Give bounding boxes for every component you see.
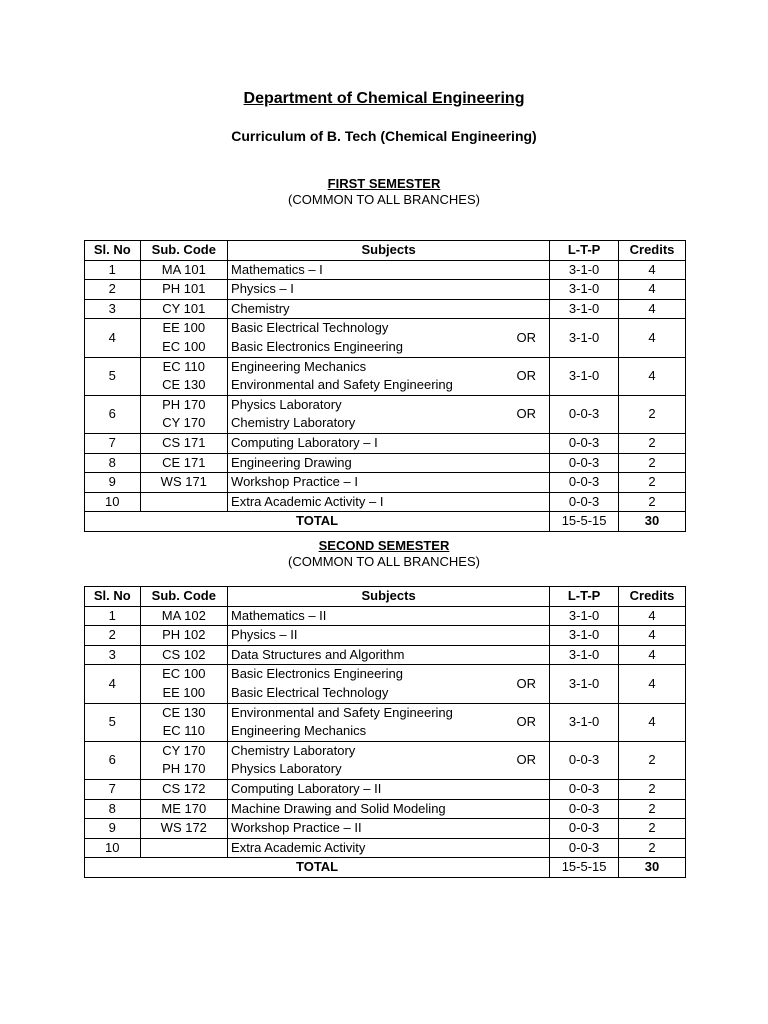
cell-sub-code bbox=[140, 319, 227, 357]
cell-ltp: 0-0-3 bbox=[550, 395, 619, 433]
cell-ltp: 0-0-3 bbox=[550, 453, 619, 473]
table-row bbox=[85, 473, 686, 493]
cell-subject: Workshop Practice – I bbox=[228, 473, 504, 493]
cell-sub-code bbox=[140, 838, 227, 858]
subject-option-2: Physics Laboratory bbox=[231, 761, 342, 777]
cell-credits: 4 bbox=[619, 260, 686, 280]
cell-ltp: 0-0-3 bbox=[550, 819, 619, 839]
subject-option-2: Basic Electronics Engineering bbox=[231, 338, 404, 354]
total-row bbox=[85, 858, 686, 878]
cell-subject bbox=[228, 665, 504, 703]
cell-or: OR bbox=[503, 319, 549, 357]
second-semester-table bbox=[84, 586, 686, 878]
cell-sl-no: 9 bbox=[85, 473, 141, 493]
cell-credits: 2 bbox=[619, 473, 686, 493]
sub-code-option-1: EC 110 bbox=[162, 358, 205, 374]
cell-credits: 4 bbox=[619, 626, 686, 646]
cell-or bbox=[503, 453, 549, 473]
sub-code-option-2: CE 130 bbox=[162, 377, 206, 393]
second-semester-heading bbox=[0, 538, 768, 570]
total-credits: 30 bbox=[619, 858, 686, 878]
subject-option-2: Chemistry Laboratory bbox=[231, 415, 356, 431]
cell-credits: 2 bbox=[619, 741, 686, 779]
subject-option-1: Physics Laboratory bbox=[231, 396, 342, 412]
cell-credits: 2 bbox=[619, 779, 686, 799]
table-row bbox=[85, 645, 686, 665]
total-row bbox=[85, 512, 686, 532]
subject-option-2: Engineering Mechanics bbox=[231, 723, 367, 739]
cell-ltp: 0-0-3 bbox=[550, 473, 619, 493]
cell-sub-code: CE 171 bbox=[140, 453, 227, 473]
cell-sl-no: 10 bbox=[85, 492, 141, 512]
cell-subject: Mathematics – II bbox=[228, 606, 504, 626]
cell-ltp: 0-0-3 bbox=[550, 433, 619, 453]
sub-code-option-1: PH 170 bbox=[162, 396, 206, 412]
cell-subject: Computing Laboratory – II bbox=[228, 779, 504, 799]
cell-sub-code: PH 102 bbox=[140, 626, 227, 646]
cell-credits: 4 bbox=[619, 606, 686, 626]
total-label: TOTAL bbox=[85, 512, 550, 532]
table-row bbox=[85, 357, 686, 395]
cell-credits: 4 bbox=[619, 319, 686, 357]
cell-credits: 2 bbox=[619, 799, 686, 819]
table-row bbox=[85, 395, 686, 433]
col-header-sl: Sl. No bbox=[85, 241, 141, 261]
cell-sub-code: CY 101 bbox=[140, 299, 227, 319]
cell-sl-no: 6 bbox=[85, 741, 141, 779]
cell-ltp: 3-1-0 bbox=[550, 606, 619, 626]
cell-sub-code: MA 102 bbox=[140, 606, 227, 626]
table-row bbox=[85, 799, 686, 819]
cell-sub-code bbox=[140, 492, 227, 512]
sub-code-option-1: CY 170 bbox=[162, 742, 206, 758]
cell-credits: 4 bbox=[619, 665, 686, 703]
cell-or: OR bbox=[503, 395, 549, 433]
cell-sl-no: 1 bbox=[85, 606, 141, 626]
table-row bbox=[85, 741, 686, 779]
cell-sub-code: WS 171 bbox=[140, 473, 227, 493]
cell-sl-no: 5 bbox=[85, 357, 141, 395]
cell-or bbox=[503, 280, 549, 300]
cell-or: OR bbox=[503, 741, 549, 779]
cell-ltp: 3-1-0 bbox=[550, 260, 619, 280]
sub-code-option-1: EC 100 bbox=[162, 666, 206, 682]
cell-credits: 4 bbox=[619, 703, 686, 741]
cell-ltp: 0-0-3 bbox=[550, 779, 619, 799]
table-row bbox=[85, 626, 686, 646]
cell-subject bbox=[228, 703, 504, 741]
cell-ltp: 0-0-3 bbox=[550, 799, 619, 819]
total-label: TOTAL bbox=[85, 858, 550, 878]
cell-sl-no: 5 bbox=[85, 703, 141, 741]
second-semester-title: SECOND SEMESTER bbox=[318, 538, 450, 553]
cell-sl-no: 8 bbox=[85, 453, 141, 473]
cell-sl-no: 3 bbox=[85, 645, 141, 665]
total-credits: 30 bbox=[619, 512, 686, 532]
table-header-row bbox=[85, 241, 686, 261]
col-header-credits: Credits bbox=[619, 587, 686, 607]
cell-sub-code bbox=[140, 741, 227, 779]
table-row bbox=[85, 260, 686, 280]
subject-option-1: Environmental and Safety Engineering bbox=[231, 704, 453, 720]
cell-ltp: 0-0-3 bbox=[550, 492, 619, 512]
cell-subject: Data Structures and Algorithm bbox=[228, 645, 504, 665]
cell-sl-no: 4 bbox=[85, 319, 141, 357]
cell-ltp: 3-1-0 bbox=[550, 357, 619, 395]
cell-sl-no: 9 bbox=[85, 819, 141, 839]
cell-sub-code: ME 170 bbox=[140, 799, 227, 819]
table-row bbox=[85, 665, 686, 703]
cell-credits: 4 bbox=[619, 280, 686, 300]
cell-or bbox=[503, 819, 549, 839]
cell-subject: Extra Academic Activity bbox=[228, 838, 504, 858]
cell-sub-code: WS 172 bbox=[140, 819, 227, 839]
cell-subject: Machine Drawing and Solid Modeling bbox=[228, 799, 504, 819]
cell-subject bbox=[228, 395, 504, 433]
cell-sub-code: CS 172 bbox=[140, 779, 227, 799]
table-row bbox=[85, 819, 686, 839]
col-header-code: Sub. Code bbox=[140, 587, 227, 607]
col-header-subjects: Subjects bbox=[228, 587, 550, 607]
second-semester-note: (COMMON TO ALL BRANCHES) bbox=[288, 554, 480, 569]
cell-ltp: 0-0-3 bbox=[550, 741, 619, 779]
cell-or bbox=[503, 626, 549, 646]
cell-credits: 4 bbox=[619, 645, 686, 665]
cell-sl-no: 7 bbox=[85, 779, 141, 799]
table-row bbox=[85, 453, 686, 473]
table-row bbox=[85, 492, 686, 512]
col-header-credits: Credits bbox=[619, 241, 686, 261]
cell-sl-no: 2 bbox=[85, 626, 141, 646]
cell-or bbox=[503, 838, 549, 858]
cell-credits: 2 bbox=[619, 819, 686, 839]
cell-sub-code bbox=[140, 357, 227, 395]
table-header-row bbox=[85, 587, 686, 607]
cell-sl-no: 2 bbox=[85, 280, 141, 300]
sub-code-option-2: PH 170 bbox=[162, 761, 206, 777]
cell-sub-code: CS 171 bbox=[140, 433, 227, 453]
cell-subject: Chemistry bbox=[228, 299, 504, 319]
sub-code-option-1: CE 130 bbox=[162, 704, 206, 720]
subject-option-1: Basic Electronics Engineering bbox=[231, 666, 404, 682]
cell-sub-code: CS 102 bbox=[140, 645, 227, 665]
cell-subject bbox=[228, 319, 504, 357]
first-semester-title: FIRST SEMESTER bbox=[327, 176, 441, 191]
table-row bbox=[85, 779, 686, 799]
cell-credits: 4 bbox=[619, 299, 686, 319]
subject-option-1: Basic Electrical Technology bbox=[231, 320, 389, 336]
cell-ltp: 3-1-0 bbox=[550, 645, 619, 665]
sub-code-option-1: EE 100 bbox=[162, 320, 206, 336]
cell-credits: 2 bbox=[619, 492, 686, 512]
cell-ltp: 3-1-0 bbox=[550, 703, 619, 741]
cell-or bbox=[503, 473, 549, 493]
cell-subject: Mathematics – I bbox=[228, 260, 504, 280]
table-row bbox=[85, 433, 686, 453]
first-semester-note: (COMMON TO ALL BRANCHES) bbox=[288, 192, 480, 207]
cell-or bbox=[503, 606, 549, 626]
cell-ltp: 3-1-0 bbox=[550, 665, 619, 703]
cell-credits: 2 bbox=[619, 395, 686, 433]
first-semester-table bbox=[84, 240, 686, 532]
cell-sl-no: 1 bbox=[85, 260, 141, 280]
cell-sub-code: MA 101 bbox=[140, 260, 227, 280]
cell-or bbox=[503, 645, 549, 665]
cell-subject: Physics – I bbox=[228, 280, 504, 300]
cell-subject: Extra Academic Activity – I bbox=[228, 492, 504, 512]
cell-sl-no: 3 bbox=[85, 299, 141, 319]
cell-sub-code bbox=[140, 703, 227, 741]
cell-credits: 4 bbox=[619, 357, 686, 395]
cell-subject: Computing Laboratory – I bbox=[228, 433, 504, 453]
cell-or: OR bbox=[503, 357, 549, 395]
cell-subject bbox=[228, 357, 504, 395]
cell-ltp: 3-1-0 bbox=[550, 319, 619, 357]
cell-or bbox=[503, 799, 549, 819]
sub-code-option-2: EC 110 bbox=[162, 723, 205, 739]
cell-or bbox=[503, 260, 549, 280]
table-row bbox=[85, 299, 686, 319]
cell-subject: Physics – II bbox=[228, 626, 504, 646]
table-row bbox=[85, 280, 686, 300]
table-row bbox=[85, 606, 686, 626]
cell-credits: 2 bbox=[619, 838, 686, 858]
cell-subject: Engineering Drawing bbox=[228, 453, 504, 473]
cell-ltp: 0-0-3 bbox=[550, 838, 619, 858]
cell-or bbox=[503, 433, 549, 453]
cell-sub-code bbox=[140, 665, 227, 703]
table-row bbox=[85, 319, 686, 357]
cell-sl-no: 4 bbox=[85, 665, 141, 703]
cell-or bbox=[503, 299, 549, 319]
cell-sl-no: 10 bbox=[85, 838, 141, 858]
cell-ltp: 3-1-0 bbox=[550, 299, 619, 319]
subject-option-1: Chemistry Laboratory bbox=[231, 742, 356, 758]
cell-ltp: 3-1-0 bbox=[550, 280, 619, 300]
cell-or: OR bbox=[503, 703, 549, 741]
cell-sl-no: 7 bbox=[85, 433, 141, 453]
sub-code-option-2: EE 100 bbox=[162, 684, 206, 700]
cell-sl-no: 6 bbox=[85, 395, 141, 433]
cell-credits: 2 bbox=[619, 453, 686, 473]
cell-sl-no: 8 bbox=[85, 799, 141, 819]
cell-or bbox=[503, 492, 549, 512]
col-header-subjects: Subjects bbox=[228, 241, 550, 261]
table-row bbox=[85, 703, 686, 741]
cell-subject: Workshop Practice – II bbox=[228, 819, 504, 839]
sub-code-option-2: EC 100 bbox=[162, 338, 206, 354]
cell-sub-code bbox=[140, 395, 227, 433]
first-semester-heading bbox=[0, 176, 768, 208]
col-header-sl: Sl. No bbox=[85, 587, 141, 607]
cell-subject bbox=[228, 741, 504, 779]
cell-credits: 2 bbox=[619, 433, 686, 453]
cell-or bbox=[503, 779, 549, 799]
curriculum-subtitle: Curriculum of B. Tech (Chemical Engineering) bbox=[231, 128, 537, 144]
total-ltp: 15-5-15 bbox=[550, 858, 619, 878]
col-header-ltp: L-T-P bbox=[550, 587, 619, 607]
cell-ltp: 3-1-0 bbox=[550, 626, 619, 646]
sub-code-option-2: CY 170 bbox=[162, 415, 206, 431]
cell-or: OR bbox=[503, 665, 549, 703]
subject-option-2: Environmental and Safety Engineering bbox=[231, 377, 453, 393]
col-header-ltp: L-T-P bbox=[550, 241, 619, 261]
table-row bbox=[85, 838, 686, 858]
total-ltp: 15-5-15 bbox=[550, 512, 619, 532]
page-title: Department of Chemical Engineering bbox=[243, 90, 525, 107]
cell-sub-code: PH 101 bbox=[140, 280, 227, 300]
col-header-code: Sub. Code bbox=[140, 241, 227, 261]
subject-option-1: Engineering Mechanics bbox=[231, 358, 367, 374]
subject-option-2: Basic Electrical Technology bbox=[231, 684, 389, 700]
